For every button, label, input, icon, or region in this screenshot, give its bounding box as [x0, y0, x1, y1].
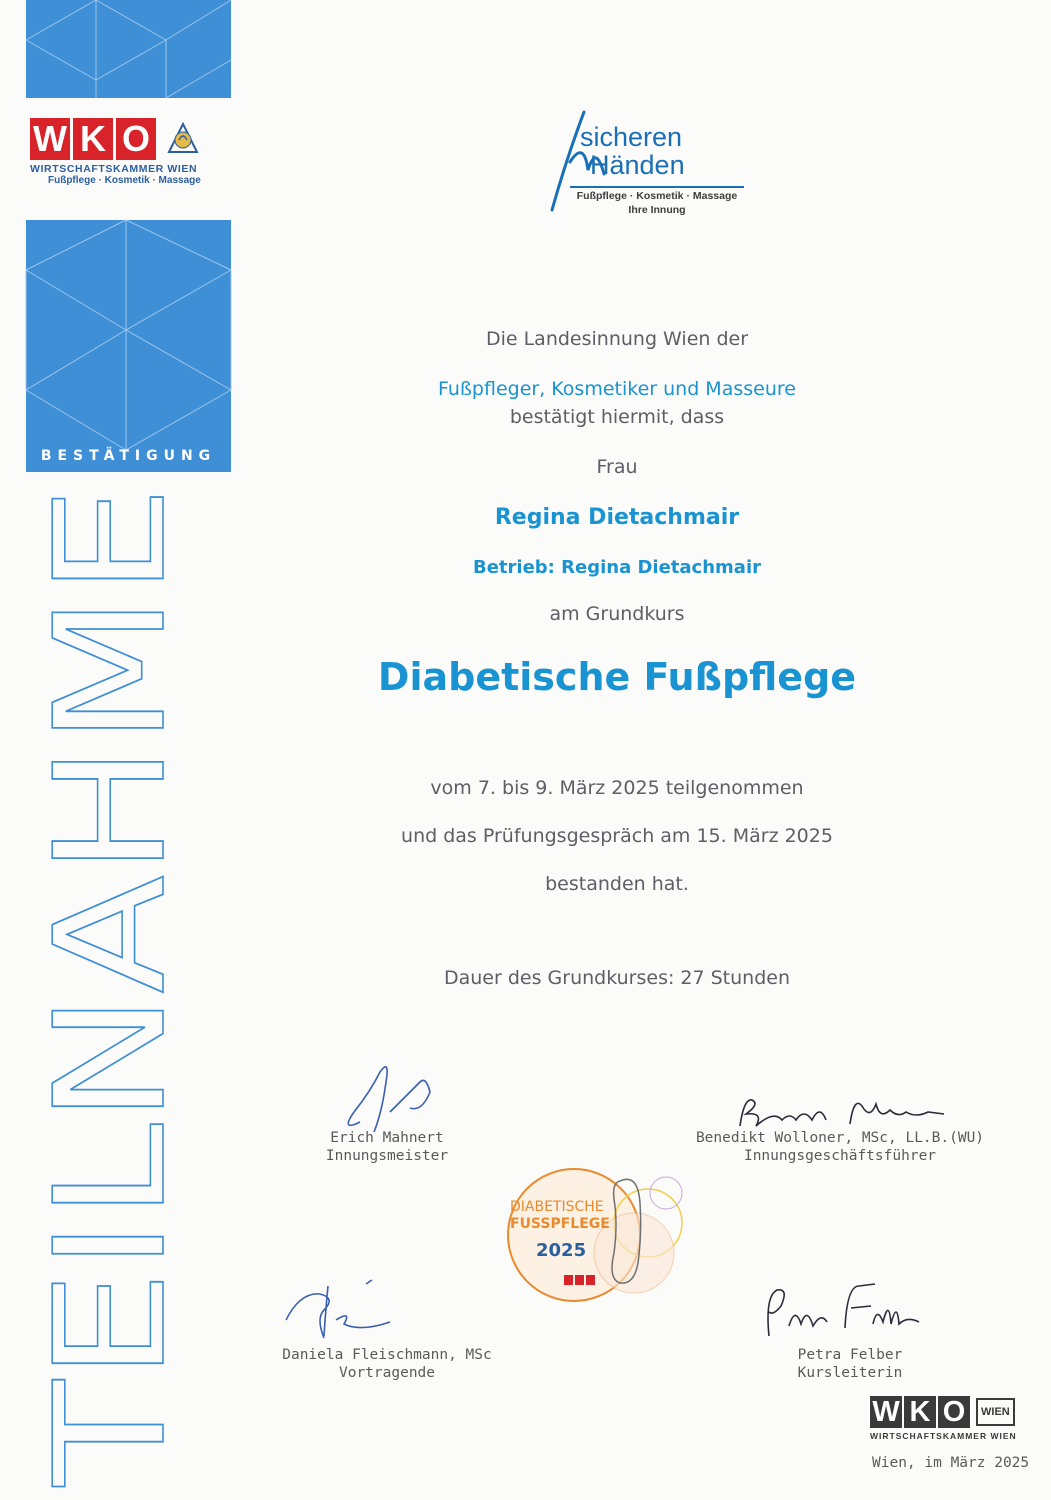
signatory-felber-name: Petra Felber [797, 1347, 903, 1363]
signatory-fleischmann-role: Vortragende [338, 1365, 436, 1381]
signatory-wolloner [680, 1129, 1000, 1165]
course-intro: am Grundkurs [549, 603, 685, 625]
wko-bottom-org-name: WIRTSCHAFTSKAMMER WIEN [870, 1431, 1017, 1441]
place-date: Wien, im März 2025 [872, 1455, 1030, 1471]
wko-org-name: WIRTSCHAFTSKAMMER WIEN [30, 163, 198, 175]
issuer-line: Die Landesinnung Wien der [485, 328, 749, 350]
wko-letter-o: O [116, 118, 156, 160]
wko-logo-top [30, 118, 230, 198]
badge-line1: DIABETISCHE [510, 1199, 604, 1215]
signatory-mahnert-name: Erich Mahnert [330, 1130, 444, 1146]
wko-bottom-wien: WIEN [976, 1398, 1015, 1426]
guild-logo-line2: Händen [590, 150, 685, 180]
signatory-felber-role: Kursleiterin [797, 1365, 903, 1381]
wko-bottom-letter-k: K [904, 1396, 936, 1428]
signatory-wolloner-role: Innungsgeschäftsführer [743, 1148, 937, 1164]
exam-line: und das Prüfungsgespräch am 15. März 2025 [401, 825, 833, 847]
badge-line2: FUSSPFLEGE [510, 1216, 610, 1232]
guild-logo-subtitle: Ihre Innung [628, 204, 686, 216]
passed-line: bestanden hat. [545, 873, 689, 895]
signatory-fleischmann-name: Daniela Fleischmann, MSc [282, 1347, 492, 1363]
decor-panel-confirmation [26, 220, 231, 472]
confirms-line: bestätigt hiermit, dass [509, 406, 725, 428]
signatory-mahnert-role: Innungsmeister [325, 1148, 449, 1164]
signatory-fleischmann [262, 1346, 512, 1382]
decor-panel-top [26, 0, 231, 98]
wko-letter-k: K [73, 118, 113, 160]
business-line: Betrieb: Regina Dietachmair [473, 557, 761, 578]
wko-logo-bottom [870, 1396, 1030, 1441]
duration-line: Dauer des Grundkurses: 27 Stunden [443, 967, 791, 989]
dates-line: vom 7. bis 9. März 2025 teilgenommen [430, 777, 804, 799]
confirmation-label: BESTÄTIGUNG [40, 448, 217, 464]
wko-tagline: Fußpflege · Kosmetik · Massage [48, 175, 201, 186]
wko-bottom-letter-o: O [938, 1396, 970, 1428]
salutation: Frau [596, 456, 638, 478]
course-badge [498, 1163, 693, 1308]
signatory-felber [740, 1346, 960, 1382]
geometric-pattern-mid [26, 220, 231, 472]
guild-logo-rule [570, 186, 744, 188]
guild-emblem-icon [163, 118, 203, 160]
guild-logo-tagline: Fußpflege · Kosmetik · Massage [576, 190, 738, 202]
wko-bottom-letter-w: W [870, 1396, 902, 1428]
vertical-word-teilnahme [22, 480, 199, 1492]
badge-year: 2025 [536, 1240, 587, 1261]
badge-wko-mini-logo [564, 1275, 595, 1285]
guild-logo-line1: sicheren [580, 122, 683, 152]
course-title: Diabetische Fußpflege [377, 655, 857, 699]
signatory-mahnert [292, 1129, 482, 1165]
guild-logo [540, 100, 770, 220]
signatory-wolloner-name: Benedikt Wolloner, MSc, LL.B.(WU) [695, 1130, 985, 1146]
signature-fleischmann [280, 1276, 410, 1348]
vertical-word-text: TEILNAHME [22, 608, 199, 1486]
wko-letter-w: W [30, 118, 70, 160]
geometric-pattern-top [26, 0, 231, 98]
participant-name: Regina Dietachmair [494, 505, 740, 530]
guild-name: Fußpfleger, Kosmetiker und Masseure [438, 378, 796, 400]
signature-felber [755, 1276, 925, 1346]
